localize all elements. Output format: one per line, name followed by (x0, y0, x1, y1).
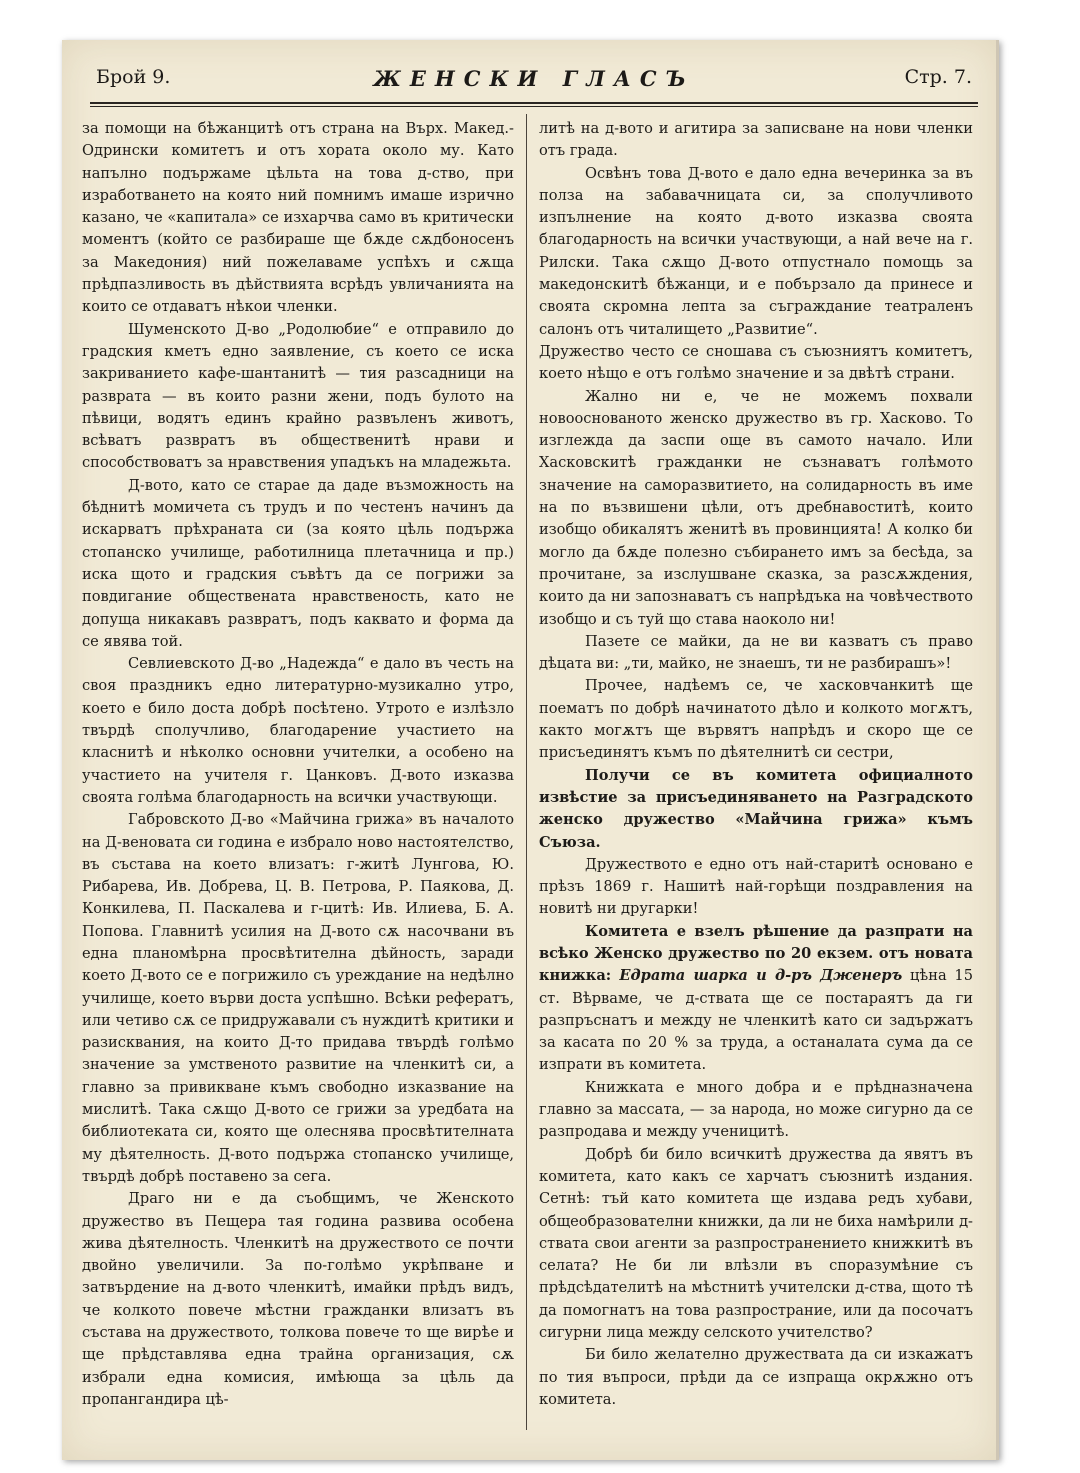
paragraph (539, 386, 973, 631)
paragraph-text: Освѣнъ това Д-вото е дало една вечеринка за въ полза на забавачницата си, за сполучливото изпълнение на която д-вото изказва своята благодарность на всички участвующи, а най вече на г. Рилски. Така сѫщо Д-вото отпустнало помощь за македонскитѣ бѣжанци, и е побързало да принесе и своята скромна лепта за съграждание театраленъ салонъ отъ читалището „Развитие“. (539, 164, 973, 338)
paragraph-text: Книжката е много добра и е прѣдназначена главно за массата, — за народа, но може сигурно да се разпродава и между ученицитѣ. (539, 1078, 973, 1141)
book-title: Едрата шарка и д-ръ Дженеръ (619, 967, 903, 985)
paragraph (539, 118, 973, 163)
masthead (92, 58, 976, 98)
paragraph (539, 854, 973, 921)
header-rule (90, 102, 978, 107)
newspaper-page (62, 40, 999, 1460)
newspaper-title: ЖЕНСКИ ГЛАСЪ (373, 66, 695, 91)
paragraph-text: Жално ни е, че не можемъ похвали новооснованото женско дружество въ гр. Хасково. То изглежда да заспи още въ самото начало. Или Хасковскитѣ гражданки не съзнаватъ голѣмото значение на саморазвитието, на солидарность въ име на по възвишени цѣли, отъ дребнавоститѣ, които изобщо обикалятъ женитѣ въ провинцията! А колко би могло да бѫде полезно събирането имъ за бесѣда, за прочитане, за изслушване сказка, за разсѫждения, които да ни запознаватъ съ напрѣдъка на човѣчеството изобщо и съ туй що става наоколо ни! (539, 387, 973, 628)
paragraph (82, 1188, 514, 1411)
paragraph (539, 1344, 973, 1411)
paragraph (539, 341, 973, 386)
column-divider (526, 114, 527, 1430)
issue-number: Брой 9. (96, 66, 171, 88)
paragraph (539, 631, 973, 676)
right-column (539, 118, 973, 1411)
paragraph-text: Би било желателно дружествата да си изкажатъ по тия въпроси, прѣди да се изпраща окрѫжно отъ комитета. (539, 1346, 973, 1408)
paragraph (539, 1144, 973, 1345)
paragraph (82, 809, 514, 1188)
paragraph (539, 765, 973, 854)
paragraph-text: литѣ на д-вото и агитира за записване на нови членки отъ града. (539, 120, 973, 160)
paragraph (539, 675, 973, 764)
paragraph (82, 118, 514, 319)
paragraph-text: Драго ни е да съобщимъ, че Женското дружество въ Пещера тая година развива особена жива дѣятелность. Членкитѣ на дружеството се почти двойно увеличили. За по-голѣмо укрѣпване и затвърдение на д-вото членкитѣ, имайки прѣдъ видъ, че колкото повече мѣстни гражданки влизатъ въ състава на дружеството, толкова повече то ще вирѣе и ще прѣдставлява една трайна организация, сѫ избрали една комисия, имѣюща за цѣль да пропангандира цѣ- (82, 1190, 514, 1408)
paragraph-text: Шуменското Д-во „Родолюбие“ е отправило до градския кметъ едно заявление, съ което се иска закриванието кафе-шантанитѣ — тия разсадници на разврата — въ които разни жени, подъ булото на пѣвици, водятъ единъ крайно развъленъ животъ, всѣватъ развратъ въ общественитѣ нрави и способствоватъ за нравствения упадъкъ на младежьта. (82, 320, 514, 472)
left-column (82, 118, 514, 1411)
paragraph-text: Получи се въ комитета официалното извѣстие за присъединяването на Разградското женско дружество «Майчина грижа» къмъ Съюза. (539, 766, 973, 851)
paragraph-text: за помощи на бѣжанцитѣ отъ страна на Върх. Макед.-Одрински комитетъ и отъ хората около му. Като напълно подържаме цѣльта на това д-ство, при изработването на която ний помнимъ имаше изрично казано, че «капитала» се изхарчва само въ критически моментъ (който се разбираше ще бѫде сѫдбоносенъ за Македония) ний пожелаваме успѣхъ и сѫща прѣдпазливость въ дѣйствията всрѣдъ увличанията на които се отдаватъ нѣкои членки. (82, 120, 514, 316)
paragraph-text-tail: цѣна 15 ст. Вѣрваме, че д-ствата ще се постараятъ да ги разпръснатъ и между не членкитѣ като си задържатъ за касата по 20 % за труда, а останалата сума да се изпрати въ комитета. (539, 967, 973, 1074)
paragraph-text: Прочее, надѣемъ се, че хасковчанкитѣ ще поематъ по добрѣ начинатото дѣло и колкото могѫтъ, както могѫтъ ще вървятъ напрѣдъ и скоро ще се присъединятъ къмъ по дѣятелнитѣ си сестри, (539, 677, 973, 762)
paragraph (539, 163, 973, 341)
paragraph (82, 653, 514, 809)
paragraph-text: Дружеството е едно отъ най-старитѣ основано е прѣзъ 1869 г. Нашитѣ най-горѣщи поздравления на новитѣ ни другарки! (539, 855, 973, 918)
paragraph (539, 1077, 973, 1144)
paragraph-text: Дружество често се сношава съ съюзниятъ комитетъ, което нѣщо е отъ голѣмо значение и за двѣтѣ страни. (539, 342, 973, 383)
page-number: Стр. 7. (904, 66, 972, 88)
paragraph-text: Севлиевското Д-во „Надежда“ е дало въ честь на своя праздникъ едно литературно-музикално утро, което е било доста добрѣ посѣтено. Утрото е излѣзло твърдѣ сполучливо, благодарение участието на класнитѣ и нѣколко основни учителки, а особено на участието на учителя г. Цанковъ. Д-вото изказва своята голѣма благодарность на всички участвующи. (82, 655, 514, 806)
paragraph-text: Пазете се майки, да не ви казватъ съ право дѣцата ви: „ти, майко, не знаешъ, ти не разбирашъ»! (539, 632, 973, 673)
paragraph-text: Комитета е взелъ рѣшение да разпрати на всѣко Женско дружество по 20 екзем. отъ новата книжка: (539, 922, 973, 985)
paragraph-text: Габровското Д-во «Майчина грижа» въ началото на Д-веновата си година е избрало ново настоятелство, въ състава на което влизатъ: г-житѣ Лунгова, Ю. Рибарева, Ив. Добрева, Ц. В. Петрова, Р. Паякова, Д. Конкилева, П. Паскалева и г-цитѣ: Ив. Илиева, Б. А. Попова. Главнитѣ усилия на Д-вото сѫ насочвани въ една планомѣрна просвѣтителна дѣйность, заради което Д-вото се е погрижило съ уреждание на недѣлно училище, което върви доста успѣшно. Всѣки рефератъ, или четиво сѫ се придружавали съ нуждитѣ критики и разисквания, на които Д-то придава твърдѣ голѣмо значение за умственото развитие на членкитѣ си, а главно за привикване къмъ свободно изказвание на мислитѣ. Така сѫщо Д-вото се грижи за уредбата на библиотеката си, която ще олеснява просвѣтителната му дѣятелность. Д-вото подържа стопанско училище, твърдѣ добрѣ поставено за сега. (82, 811, 514, 1185)
paragraph (82, 475, 514, 653)
paragraph (82, 319, 514, 475)
paragraph-text: Добрѣ би било всичкитѣ дружества да явятъ въ комитета, като какъ се харчатъ съюзнитѣ издания. Сетнѣ: тъй като комитета ще издава редъ хубави, общеобразователни книжки, да ли не биха намѣрили д-ствата свои агенти за разпространението книжкитѣ въ селата? Не би ли влѣзли въ споразумѣние съ прѣдсѣдателитѣ на мѣстнитѣ учителски д-ства, щото тѣ да помогнатъ на това разпространие, или да посочатъ сигурни лица между селското учителство? (539, 1145, 973, 1342)
paragraph (539, 921, 973, 1077)
paragraph-text: Д-вото, като се старае да даде възможность на бѣднитѣ момичета съ трудъ и по честенъ начинъ да искарватъ прѣхраната си (за която цѣль подържа стопанско училище, работилница плетачница и пр.) иска щото и градския съвѣтъ да се погрижи за повдигание обществената нравственость, като не допуща никакавъ развратъ, подъ каквато и форма да се явява той. (82, 476, 514, 650)
